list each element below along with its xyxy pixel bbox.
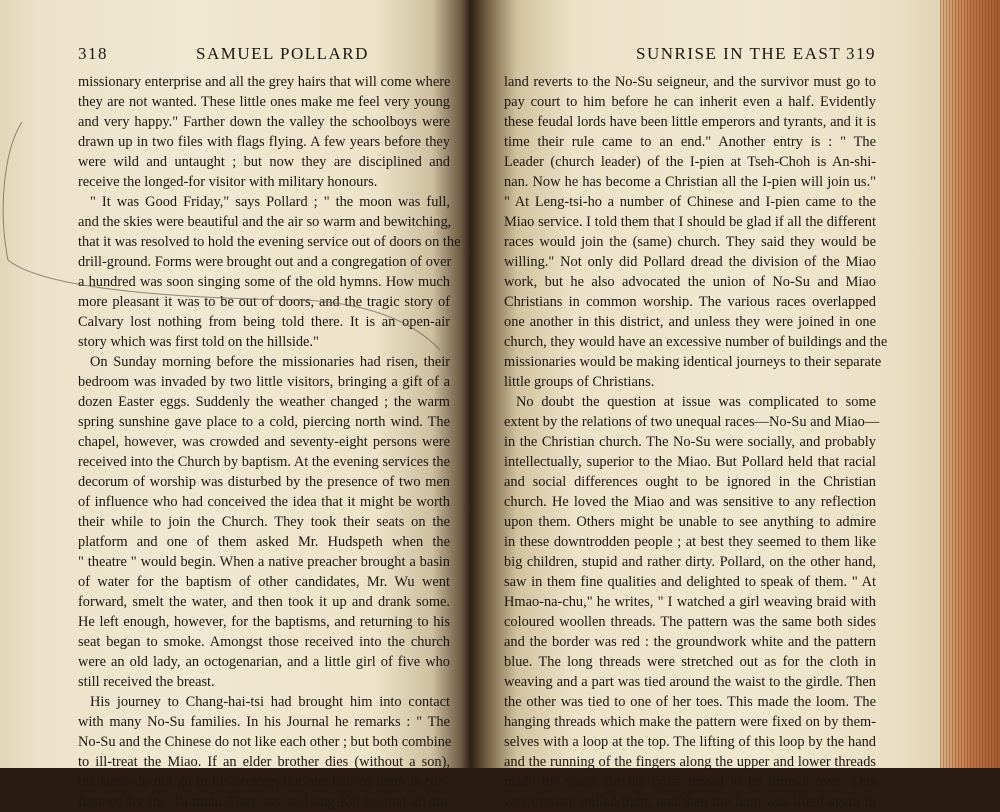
text-line: pay court to him before he can inherit even a half. Evidently <box>504 94 876 110</box>
text-line: these feudal lords have been little emperors and tyrants, and it is <box>504 114 876 130</box>
text-line: willing." Not only did Pollard dread the division of the Miao <box>504 254 876 270</box>
text-line: land reverts to the No-Su seigneur, and the survivor must go to <box>504 74 876 90</box>
text-line: forward, smelt the water, and then took it up and drank some. <box>78 594 450 610</box>
text-line: spring sunshine gave place to a cold, piercing north wind. The <box>78 414 450 430</box>
text-line: to ill-treat the Miao. If an elder brother dies (without a son), <box>78 754 450 770</box>
text-line: " theatre " would begin. When a native preacher brought a basin <box>78 554 450 570</box>
text-line: He left enough, however, for the baptisms, and returning to his <box>78 614 450 630</box>
text-line: drawn up in two files with flags flying. A few years before they <box>78 134 450 150</box>
text-line: of water for the baptism of other candidates, Mr. Wu went <box>78 574 450 590</box>
text-line: Calvary lost nothing from being told there. It is an open-air <box>78 314 450 330</box>
left-page-text <box>78 72 461 812</box>
text-line: little groups of Christians. <box>504 374 655 390</box>
text-line: " It was Good Friday," says Pollard ; " the moon was full, <box>90 194 450 210</box>
text-line: races would join the (same) church. They said they would be <box>504 234 876 250</box>
page-number: 319 <box>846 44 876 63</box>
text-line: bedroom was invaded by two little visitors, bringing a gift of a <box>78 374 450 390</box>
text-line: selves with a loop at the top. The lifting of this loop by the hand <box>504 734 876 750</box>
text-line: more pleasant it was to be out of doors, and the tragic story of <box>78 294 450 310</box>
text-line: in these downtrodden people ; at best they seemed to them like <box>504 534 876 550</box>
text-line: and the skies were beautiful and the air so warm and bewitching, <box>78 214 452 230</box>
text-line: was thrown, pulled tight, and then the loop was lifted again in <box>504 794 876 810</box>
text-line: their while to join the Church. They took their seats on the <box>78 514 450 530</box>
text-line: and social differences ought to be ignored in the Christian <box>504 474 876 490</box>
text-line: time their rule came to an end." Another entry is : " The <box>504 134 876 150</box>
text-line: that it was resolved to hold the evening service out of doors on the <box>78 234 461 250</box>
text-line: missionaries would be making identical journeys to their separate <box>504 354 882 370</box>
text-line: his lands do not go to his brother, but one half of them is con- <box>78 774 450 790</box>
text-line: Christians in common worship. The various races overlapped <box>504 294 876 310</box>
text-line: No doubt the question at issue was complicated to some <box>516 394 876 410</box>
text-line: hanging threads which make the pattern were fixed on by them- <box>504 714 876 730</box>
right-page <box>470 0 940 810</box>
right-page-header <box>504 44 876 68</box>
text-line: church, they would have an excessive number of buildings and the <box>504 334 888 350</box>
text-line: coloured woollen threads. The pattern was the same both sides <box>504 614 876 630</box>
text-line: chapel, however, was crowded and seventy-eight persons were <box>78 434 450 450</box>
running-head: SUNRISE IN THE EAST <box>636 44 842 63</box>
text-line: drill-ground. Forms were brought out and a congregation of over <box>78 254 452 270</box>
text-line: missionary enterprise and all the grey hairs that will come where <box>78 74 451 90</box>
text-line: No-Su and the Chinese do not like each other ; but both combine <box>78 734 452 750</box>
text-line: saw in them fine qualities and delighted to speak of them. " At <box>504 574 876 590</box>
text-line: story which was first told on the hillside." <box>78 334 319 350</box>
text-line: a hundred was soon singing some of the old hymns. How much <box>78 274 450 290</box>
text-line: receive the longed-for visitor with military honours. <box>78 174 378 190</box>
text-line: one another in this district, and unless they were joined in one <box>504 314 876 330</box>
text-line: they are not wanted. These little ones make me feel very young <box>78 94 450 110</box>
text-line: extent by the relations of two unequal races—No-Su and Miao— <box>504 414 880 430</box>
left-page-header <box>78 44 450 68</box>
text-line: fiscated by the Tu-muh. They say at Long-Kai-tsi that all the <box>78 794 450 810</box>
text-line: were an old lady, an octogenarian, and a little girl of five who <box>78 654 450 670</box>
text-line: upon them. Others might be unable to see anything to admire <box>504 514 876 530</box>
text-line: Miao service. I told them that I should be glad if all the different <box>504 214 876 230</box>
text-line: weaving and a part was tied around the waist to the girdle. Then <box>504 674 876 690</box>
text-line: received into the Church by baptism. At the evening services the <box>78 454 450 470</box>
right-page-text <box>504 72 888 812</box>
text-line: Leader (church leader) of the I-pien at Tseh-Choh is An-shi- <box>504 154 876 170</box>
text-line: " At Leng-tsi-ho a number of Chinese and I-pien came to the <box>504 194 876 210</box>
text-line: decorum of worship was disturbed by the presence of two men <box>78 474 450 490</box>
text-line: big children, stupid and rather dirty. Pollard, on the other hand, <box>504 554 876 570</box>
text-line: seat began to smoke. Amongst those received into the church <box>78 634 450 650</box>
page-number: 318 <box>78 44 108 63</box>
page-edges <box>940 0 1000 768</box>
text-line: and the running of the fingers along the upper and lower threads <box>504 754 876 770</box>
text-line: still received the breast. <box>78 674 215 690</box>
text-line: blue. The long threads were stretched out as for the cloth in <box>504 654 876 670</box>
text-line: nan. Now he has become a Christian all the I-pien will join us." <box>504 174 876 190</box>
text-line: and very happy." Farther down the valley the schoolboys were <box>78 114 450 130</box>
text-line: the other was tied to one of her toes. This made the loom. The <box>504 694 876 710</box>
text-line: intellectually, superior to the Miao. But Pollard held that racial <box>504 454 876 470</box>
text-line: His journey to Chang-hai-tsi had brought him into contact <box>90 694 450 710</box>
text-line: were wild and untaught ; but now they are disciplined and <box>78 154 450 170</box>
running-head: SAMUEL POLLARD <box>196 44 369 63</box>
text-line: platform and one of them asked Mr. Hudspeth when the <box>78 534 450 550</box>
text-line: dozen Easter eggs. Suddenly the weather changed ; the warm <box>78 394 450 410</box>
text-line: of influence who had conceived the idea that it might be worth <box>78 494 450 510</box>
text-line: work, but he also advocated the union of No-Su and Miao <box>504 274 876 290</box>
text-line: with many No-Su families. In his Journal he remarks : " The <box>78 714 450 730</box>
text-line: made the space for the cross thread to be thrown over. This <box>504 774 876 790</box>
left-page <box>0 0 470 810</box>
text-line: in the Christian church. The No-Su were socially, and probably <box>504 434 876 450</box>
text-line: and the border was red : the groundwork white and the pattern <box>504 634 876 650</box>
text-line: church. He loved the Miao and was sensitive to any reflection <box>504 494 876 510</box>
text-line: On Sunday morning before the missionaries had risen, their <box>90 354 450 370</box>
text-line: Hmao-na-chu," he writes, " I watched a girl weaving braid with <box>504 594 876 610</box>
